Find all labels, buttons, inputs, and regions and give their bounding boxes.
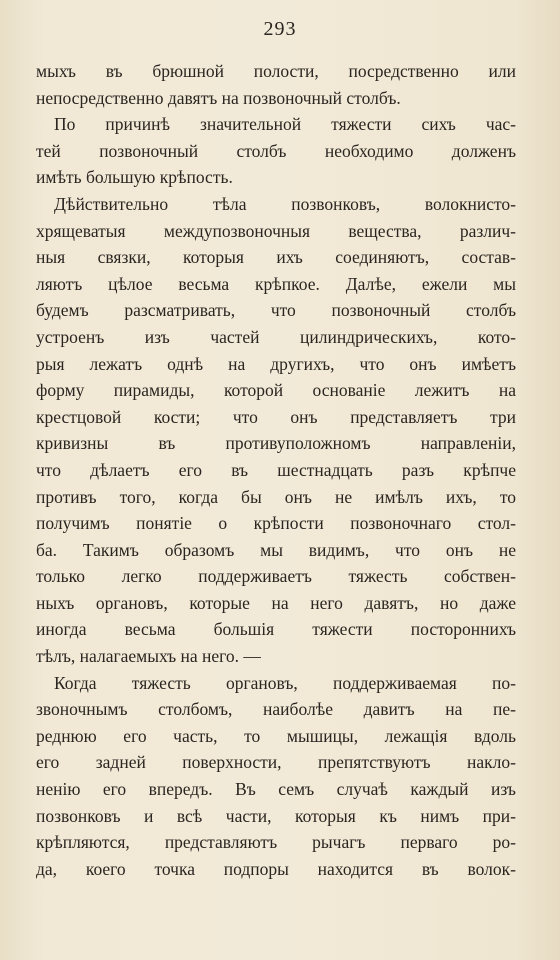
text-line: его задней поверхности, препятствуютъ накло- bbox=[36, 752, 516, 773]
text-line: ляютъ цѣлое весьма крѣпкое. Далѣе, ежели мы bbox=[36, 273, 516, 294]
text-line: звоночнымъ столбомъ, наиболѣе давитъ на пе- bbox=[36, 699, 516, 720]
text-line: что дѣлаетъ его въ шестнадцать разъ крѣпче bbox=[36, 459, 516, 480]
text-line: По причинѣ значительной тяжести сихъ час- bbox=[54, 114, 516, 135]
text-line: будемъ разсматривать, что позвоночный столбъ bbox=[36, 300, 516, 321]
text-line: да, коего точка подпоры находится въ волок- bbox=[36, 858, 516, 879]
text-line: получимъ понятiе о крѣпости позвоночнаго стол- bbox=[36, 513, 516, 534]
body-text bbox=[36, 58, 516, 882]
text-line: ба. Такимъ образомъ мы видимъ, что онъ не bbox=[36, 539, 516, 560]
text-line: ныя связки, которыя ихъ соединяютъ, состав- bbox=[36, 247, 516, 268]
text-line: противъ того, когда бы онъ не имѣлъ ихъ, то bbox=[36, 486, 516, 507]
text-line: кривизны въ противуположномъ направленiи, bbox=[36, 433, 516, 454]
text-line: ненiю его впередъ. Въ семъ случаѣ каждый изъ bbox=[36, 779, 516, 800]
text-line: тѣлъ, налагаемыхъ на него. — bbox=[36, 646, 261, 667]
text-line: устроенъ изъ частей цилиндрическихъ, кото- bbox=[36, 326, 516, 347]
text-line: непосредственно давятъ на позвоночный столбъ. bbox=[36, 87, 401, 108]
text-line: крѣпляются, представляютъ рычагъ перваго ро- bbox=[36, 832, 516, 853]
text-line: позвонковъ и всѣ части, которыя къ нимъ при- bbox=[36, 805, 516, 826]
text-line: Дѣйствительно тѣла позвонковъ, волокнисто- bbox=[54, 193, 516, 214]
text-line: тей позвоночный столбъ необходимо долженъ bbox=[36, 140, 516, 161]
text-line: хрящеватыя междупозвоночныя вещества, различ- bbox=[36, 220, 516, 241]
text-line: крестцовой кости; что онъ представляетъ три bbox=[36, 406, 516, 427]
text-line: форму пирамиды, которой основанiе лежитъ на bbox=[36, 380, 516, 401]
text-line: только легко поддерживаетъ тяжесть собствен- bbox=[36, 566, 516, 587]
text-line: мыхъ въ брюшной полости, посредственно или bbox=[36, 61, 516, 81]
text-line: ныхъ органовъ, которые на него давятъ, но даже bbox=[36, 592, 516, 613]
page-number: 293 bbox=[263, 18, 297, 40]
text-line: Когда тяжесть органовъ, поддерживаемая по- bbox=[54, 672, 516, 693]
text-line: иногда весьма большiя тяжести постороннихъ bbox=[36, 619, 516, 640]
text-line: реднюю его часть, то мышицы, лежащiя вдоль bbox=[36, 725, 516, 746]
text-line: рыя лежатъ однѣ на другихъ, что онъ имѣетъ bbox=[36, 353, 516, 374]
text-line: имѣть большую крѣпость. bbox=[36, 167, 233, 188]
